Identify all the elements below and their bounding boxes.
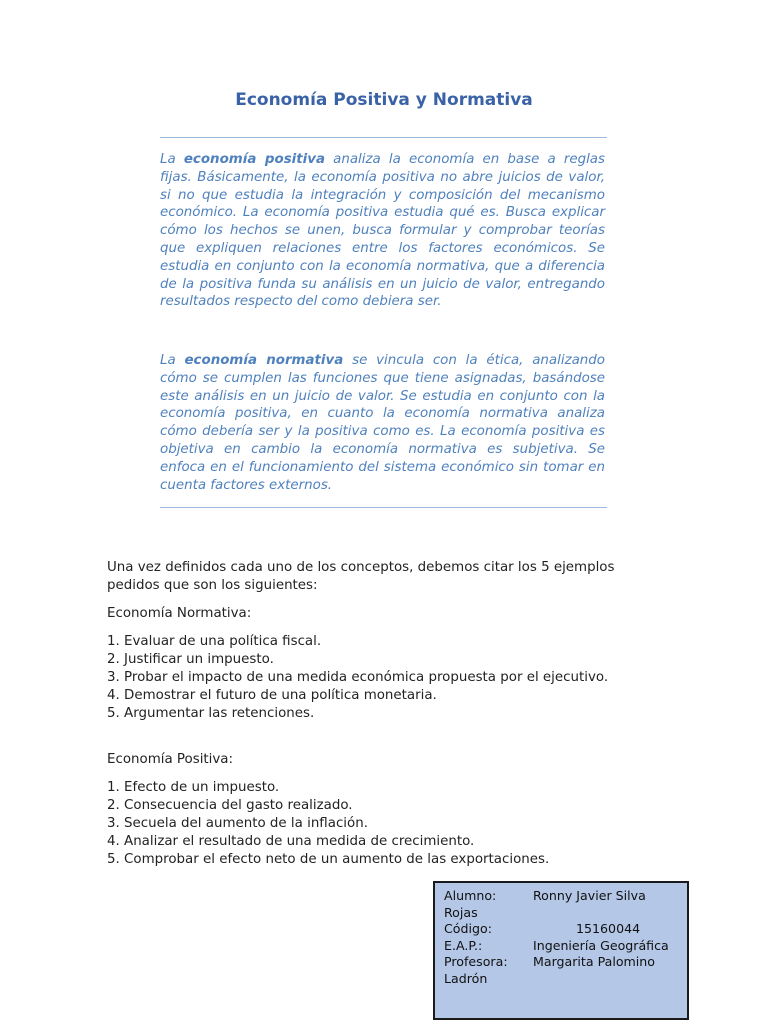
alumno-continuation-row xyxy=(444,905,679,922)
bottom-divider xyxy=(160,507,607,508)
profesora-label: Profesora: xyxy=(444,954,508,969)
list-item: 5. Comprobar el efecto neto de un aumento de las exportaciones. xyxy=(107,852,550,867)
codigo-label: Código: xyxy=(444,921,492,936)
positive-economy-definition xyxy=(160,151,605,311)
list-item: 3. Probar el impacto de una medida económica propuesta por el ejecutivo. xyxy=(107,670,609,685)
alumno-label: Alumno: xyxy=(444,888,497,903)
list-item: 3. Secuela del aumento de la inflación. xyxy=(107,816,368,831)
list-item: 1. Evaluar de una política fiscal. xyxy=(107,634,322,649)
codigo-value: 15160044 xyxy=(576,921,641,936)
profesora-row xyxy=(444,954,679,971)
intro-paragraph: Una vez definidos cada uno de los conceptos, debemos citar los 5 ejemplos pedidos que son los siguientes: xyxy=(107,560,615,593)
list-item: 4. Demostrar el futuro de una política monetaria. xyxy=(107,688,437,703)
top-divider xyxy=(160,137,607,138)
positive-heading: Economía Positiva: xyxy=(107,752,234,767)
positive-lead: La xyxy=(160,152,184,167)
codigo-row xyxy=(444,921,679,938)
student-info-box xyxy=(433,881,689,1020)
alumno-row xyxy=(444,888,679,905)
list-item: 2. Consecuencia del gasto realizado. xyxy=(107,798,353,813)
list-item: 4. Analizar el resultado de una medida de crecimiento. xyxy=(107,834,475,849)
list-item: 2. Justificar un impuesto. xyxy=(107,652,274,667)
normative-heading: Economía Normativa: xyxy=(107,606,252,621)
eap-value: Ingeniería Geográfica xyxy=(533,937,669,953)
normative-term: economía normativa xyxy=(184,353,344,368)
list-item: 1. Efecto de un impuesto. xyxy=(107,780,280,795)
alumno-value-continuation: Rojas xyxy=(444,904,478,920)
list-item: 5. Argumentar las retenciones. xyxy=(107,706,315,721)
positive-term: economía positiva xyxy=(183,152,326,167)
profesora-value-continuation: Ladrón xyxy=(444,970,488,986)
page-title: Economía Positiva y Normativa xyxy=(235,90,533,110)
positive-examples-list xyxy=(107,779,647,869)
normative-text: se vincula con la ética, analizando cómo se cumplen las funciones que tiene asignadas, basándose este análisis en un juicio de valor. Se estudia en conjunto con la economía positiva, en cuanto la economía normativa analiza cómo debería ser y la positiva como es. La economía positiva es objetiva en cambio la economía normativa es subjetiva. Se enfoca en el funcionamiento del sistema económico sin tomar en cuenta factores externos. xyxy=(160,353,605,493)
positive-text: analiza la economía en base a reglas fijas. Básicamente, la economía positiva no abre juicios de valor, si no que estudia la integración y composición del mecanismo económico. La economía positiva estudia qué es. Busca explicar cómo los hechos se unen, busca formular y comprobar teorías que expliquen relaciones entre los factores económicos. Se estudia en conjunto con la economía normativa, que a diferencia de la positiva funda su análisis en un juicio de valor, entregando resultados respecto del como debiera ser. xyxy=(160,152,605,310)
profesora-value: Margarita Palomino xyxy=(533,954,655,969)
normative-economy-definition xyxy=(160,352,605,494)
normative-lead: La xyxy=(160,353,185,368)
alumno-value: Ronny Javier Silva xyxy=(533,888,646,903)
normative-examples-list xyxy=(107,633,647,723)
eap-label: E.A.P.: xyxy=(444,937,483,953)
eap-row xyxy=(444,938,679,955)
profesora-continuation-row xyxy=(444,971,679,988)
